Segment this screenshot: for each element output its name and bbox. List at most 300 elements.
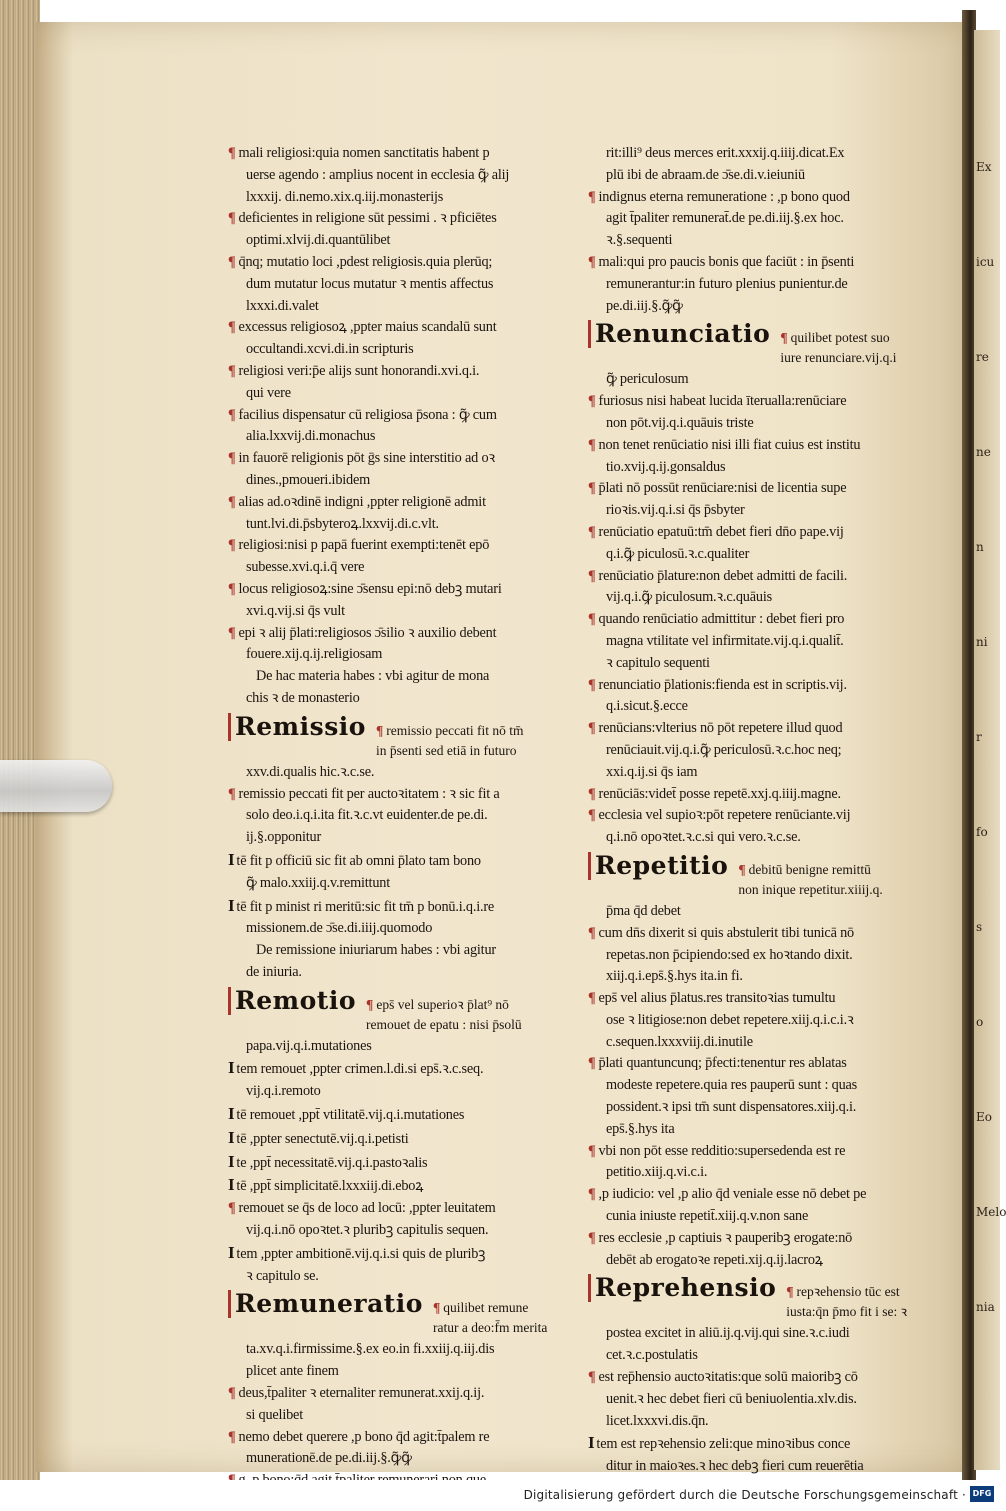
paragraph-mark-icon: ¶ — [366, 996, 374, 1012]
paragraph-mark-icon: ¶ — [228, 785, 236, 802]
text-line — [228, 448, 573, 470]
paragraph-mark-icon: ¶ — [588, 1369, 596, 1386]
text-line — [588, 587, 933, 609]
heading-rest-line: iure renunciare.vij.q.i — [780, 350, 897, 366]
heading-rest — [366, 995, 522, 1035]
line-text: q.i.sicut.§.ecce — [606, 698, 688, 715]
text-line — [588, 165, 933, 187]
text-line — [588, 457, 933, 479]
line-text: ta.xv.q.i.firmissime.§.ex eo.in fi.xxiij.q.iij.dis — [246, 1341, 495, 1358]
text-line — [228, 1383, 573, 1405]
text-line — [228, 383, 573, 405]
paragraph-mark-icon: ¶ — [228, 406, 236, 423]
line-text: cunia iniuste repetit̄.xiij.q.v.non sane — [606, 1208, 809, 1225]
line-text: dum mutatur locus mutatur ꝛ mentis affectus — [246, 275, 494, 292]
line-text: ꝛ.§.sequenti — [606, 232, 673, 249]
initial-letter-icon: I — [228, 895, 235, 915]
line-text: tunt.lvi.di.p̄sbyteroꝝ.lxxvij.di.c.vlt. — [246, 515, 439, 532]
line-text: alias ad.oꝛdinē indigni ,ppter religionē admit — [238, 493, 486, 510]
text-line — [228, 1242, 573, 1266]
text-line — [588, 274, 933, 296]
paragraph-mark-icon: ¶ — [588, 1229, 596, 1246]
text-line — [228, 1127, 573, 1151]
line-text: tio.xvij.q.ij.gonsaldus — [606, 458, 726, 475]
paragraph-mark-icon: ¶ — [588, 785, 596, 802]
line-text: tē ,ppter senectutē.vij.q.i.petisti — [236, 1130, 409, 1147]
heading-rest-line: iusta:q̄n p̄mo fit i se: ꝛ — [786, 1304, 908, 1320]
text-line — [588, 566, 933, 588]
line-text: lxxxij. di.nemo.xix.q.iij.monasterijs — [246, 188, 444, 205]
paragraph-mark-icon: ¶ — [228, 145, 236, 161]
line-text: renunciatio p̄lationis:fienda est in scriptis.vij. — [598, 676, 847, 693]
line-text: occultandi.xcvi.di.in scripturis — [246, 341, 414, 358]
text-line — [228, 1103, 573, 1127]
text-line — [228, 601, 573, 623]
line-text: ꝛ capitulo se. — [246, 1267, 319, 1284]
line-text: tē ,ppt̄ simplicitatē.lxxxiij.di.eboꝝ — [236, 1178, 424, 1195]
line-text: repꝛehensio tūc est — [796, 1284, 900, 1300]
line-text: debēt ab erogatoꝛe repeti.xij.q.ij.lacroꝝ — [606, 1251, 823, 1268]
line-text: tem est repꝛehensio zeli:que minoꝛibus conce — [596, 1436, 851, 1453]
text-line — [228, 339, 573, 361]
paragraph-mark-icon: ¶ — [228, 1200, 236, 1217]
paragraph-mark-icon: ¶ — [432, 1300, 441, 1316]
heading-rest-line: ratur a deo:f̄m merita — [432, 1320, 548, 1336]
left-text-column — [228, 143, 573, 1492]
line-text: ,p iudicio: vel ,p alio q̄d veniale esse nō debet pe — [598, 1186, 867, 1203]
text-line — [228, 317, 573, 339]
line-text: petitio.xiij.q.vi.c.i. — [606, 1164, 708, 1181]
line-text: rioꝛis.vij.q.i.si q̄s p̄sbyter — [606, 502, 745, 519]
text-line — [588, 435, 933, 457]
text-line — [228, 873, 573, 895]
text-line — [588, 1141, 933, 1163]
paragraph-mark-icon: ¶ — [588, 567, 596, 584]
line-text: res ecclesie ,p captiuis ꝛ pauperibꝫ erogate:nō — [598, 1229, 853, 1246]
initial-letter-icon: I — [228, 849, 235, 869]
paragraph-mark-icon: ¶ — [228, 624, 236, 641]
paragraph-mark-icon: ¶ — [588, 924, 596, 941]
text-line — [228, 557, 573, 579]
text-line — [588, 413, 933, 435]
text-line — [588, 609, 933, 631]
line-text: si quelibet — [246, 1406, 303, 1423]
text-line — [588, 252, 933, 274]
section-heading — [228, 987, 573, 1035]
right-page-fragment: Eo — [976, 1110, 992, 1124]
text-line — [588, 208, 933, 230]
line-text: xxv.di.qualis hic.ꝛ.c.se. — [246, 763, 375, 780]
text-line — [588, 1075, 933, 1097]
heading-rest-line: in p̄senti sed etiā in futuro — [375, 742, 517, 758]
text-line — [228, 1361, 573, 1383]
line-text: remissio peccati fit nō tm̄ — [386, 722, 524, 738]
text-line — [588, 718, 933, 740]
paragraph-mark-icon: ¶ — [228, 580, 236, 597]
text-line — [228, 1339, 573, 1361]
line-text: renūciatio p̄lature:non debet admitti de facili. — [598, 567, 848, 584]
line-text: remouet se q̄s de loco ad locū: ,ppter leuitatem — [238, 1200, 496, 1217]
heading-rest-line — [780, 328, 896, 348]
text-line — [228, 849, 573, 873]
paragraph-mark-icon: ¶ — [588, 720, 596, 737]
line-text: subesse.xvi.q.i.q̄ vere — [246, 559, 365, 576]
text-line — [228, 1198, 573, 1220]
text-line — [228, 143, 573, 165]
line-text: ose ꝛ litigiose:non debet repetere.xiij.q.i.c.i.ꝛ — [606, 1011, 854, 1028]
paragraph-mark-icon: ¶ — [738, 861, 746, 877]
paragraph-mark-icon: ¶ — [588, 807, 596, 824]
section-heading — [228, 713, 573, 761]
text-line — [588, 631, 933, 653]
right-page-fragment: nia — [976, 1300, 995, 1314]
right-page-fragment: n — [976, 540, 984, 554]
heading-word: Remissio — [228, 713, 366, 741]
initial-letter-icon: I — [228, 1151, 235, 1171]
line-text: cum dn̄s dixerit si quis abstulerit tibi tunicā nō — [598, 924, 854, 941]
line-text: q.i.ꝙ̃ piculosū.ꝛ.c.qualiter — [606, 545, 750, 562]
text-line — [588, 1323, 933, 1345]
text-line — [228, 827, 573, 849]
section-heading — [228, 1290, 573, 1338]
text-line — [588, 187, 933, 209]
text-line — [228, 230, 573, 252]
line-text: eps̄ vel superioꝛ p̄lat⁹ nō — [376, 996, 509, 1012]
line-text: xvi.q.vij.si q̄s vult — [246, 602, 345, 619]
initial-letter-icon: I — [228, 1104, 235, 1124]
line-text: optimi.xlvij.di.quantūlibet — [246, 232, 391, 249]
heading-rest — [780, 328, 896, 368]
paragraph-mark-icon: ¶ — [588, 990, 596, 1007]
section-heading — [588, 1274, 933, 1322]
line-text: dines.,pmoueri.ibidem — [246, 471, 371, 488]
text-line — [588, 1162, 933, 1184]
line-text: religiosi veri:p̄e alijs sunt honorandi.xvi.q.i. — [238, 362, 480, 379]
text-line — [588, 143, 933, 165]
line-text: non tenet renūciatio nisi illi fiat cuius est institu — [598, 436, 861, 453]
paragraph-mark-icon: ¶ — [588, 436, 596, 453]
line-text: religiosi:nisi p papā fuerint exempti:tenēt epō — [238, 537, 490, 554]
line-text: quilibet potest suo — [790, 330, 890, 346]
text-line — [588, 1206, 933, 1228]
text-line — [588, 966, 933, 988]
text-line — [588, 675, 933, 697]
line-text: xiij.q.i.eps̄.§.hys ita.in fi. — [606, 968, 743, 985]
line-text: qui vere — [246, 384, 291, 401]
line-text: renūcians:vlterius nō pōt repetere illud quod — [598, 720, 843, 737]
text-line — [588, 988, 933, 1010]
text-line — [228, 1448, 573, 1470]
line-text: tē fit p officiū sic fit ab omni p̄lato tam bono — [236, 852, 481, 869]
paragraph-mark-icon: ¶ — [228, 210, 236, 227]
text-line — [588, 1345, 933, 1367]
text-line — [588, 500, 933, 522]
text-line — [228, 165, 573, 187]
text-line — [588, 653, 933, 675]
heading-word: Renunciatio — [588, 320, 770, 348]
text-line — [228, 962, 573, 984]
line-text: munerationē.de pe.di.iij.§.ꝙ̃ꝙ̃ — [246, 1450, 412, 1467]
heading-rest — [738, 860, 882, 900]
text-line — [588, 827, 933, 849]
text-line — [228, 426, 573, 448]
line-text: ꝛ capitulo sequenti — [606, 654, 710, 671]
text-line — [228, 688, 573, 710]
text-line — [228, 405, 573, 427]
text-line — [588, 1097, 933, 1119]
line-text: repetas.non p̄cipiendo:sed ex hoꝛtando dixit. — [606, 946, 853, 963]
line-text: vij.q.i.remoto — [246, 1083, 321, 1100]
text-line — [588, 1119, 933, 1141]
line-text: eps̄.§.hys ita — [606, 1120, 675, 1137]
text-line — [588, 369, 933, 391]
line-text: missionem.de ɔ̄se.di.iiij.quomodo — [246, 920, 433, 937]
text-line — [588, 478, 933, 500]
text-line — [228, 1036, 573, 1058]
line-text: p̄lati quantuncunq; p̄fecti:tenentur res ablatas — [598, 1055, 847, 1072]
line-text: renūciauit.vij.q.i.ꝙ̃ periculosū.ꝛ.c.hoc neq; — [606, 741, 842, 758]
line-text: pe.di.iij.§.ꝙ̃ꝙ̃ — [606, 297, 683, 314]
line-text: De remissione iniuriarum habes : vbi agitur — [256, 942, 496, 959]
text-line — [588, 1389, 933, 1411]
line-text: te ,ppt̄ necessitatē.vij.q.i.pastoꝛalis — [236, 1154, 428, 1171]
text-line — [228, 1081, 573, 1103]
text-line — [588, 544, 933, 566]
line-text: excessus religiosoꝝ ,ppter maius scandalū sunt — [238, 319, 497, 336]
text-line — [588, 230, 933, 252]
text-line — [588, 1456, 933, 1478]
initial-letter-icon: I — [228, 1058, 235, 1078]
footer-credit: Digitalisierung gefördert durch die Deutsche Forschungsgemeinschaft · — [523, 1488, 966, 1502]
text-line — [588, 696, 933, 718]
text-line — [228, 1266, 573, 1288]
line-text: licet.lxxxvi.dis.q̄n. — [606, 1412, 709, 1429]
paragraph-mark-icon: ¶ — [588, 611, 596, 628]
line-text: uenit.ꝛ hec debet fieri cū beniuolentia.xlv.dis. — [606, 1390, 857, 1407]
text-line — [228, 252, 573, 274]
line-text: quilibet remune — [443, 1300, 529, 1316]
paragraph-mark-icon: ¶ — [228, 493, 236, 510]
text-line — [588, 1432, 933, 1456]
line-text: modeste repetere.quia res pauperū sunt : quas — [606, 1077, 858, 1094]
line-text: deus,t̄paliter ꝛ eternaliter remunerat.xxij.q.ij. — [238, 1385, 485, 1402]
line-text: ij.§.opponitur — [246, 829, 322, 846]
right-page-fragment: ni — [976, 635, 988, 649]
paragraph-mark-icon: ¶ — [588, 480, 596, 497]
line-text: p̄ma q̄d debet — [606, 902, 681, 919]
text-line — [228, 535, 573, 557]
line-text: p̄lati nō possūt renūciare:nisi de licentia supe — [598, 480, 847, 497]
text-line — [228, 470, 573, 492]
right-page-fragment: o — [976, 1015, 984, 1029]
line-text: mali religiosi:quia nomen sanctitatis habent p — [238, 145, 490, 161]
initial-letter-icon: I — [228, 1242, 235, 1262]
text-line — [588, 1250, 933, 1272]
paragraph-mark-icon: ¶ — [588, 676, 596, 693]
line-text: locus religiosoꝝ:sine ɔ̄sensu epi:nō debꝫ mutari — [238, 580, 502, 597]
heading-rest-line — [433, 1298, 547, 1318]
text-line — [588, 805, 933, 827]
text-line — [228, 918, 573, 940]
heading-word: Repetitio — [588, 852, 728, 880]
line-text: q.i.nō opoꝛtet.ꝛ.c.si qui vero.ꝛ.c.se. — [606, 829, 801, 846]
line-text: mali:qui pro paucis bonis que faciūt : in p̄senti — [598, 253, 855, 270]
line-text: chis ꝛ de monasterio — [246, 689, 360, 706]
right-page-fragment: r — [976, 730, 982, 744]
text-line — [228, 1057, 573, 1081]
line-text: plū ibi de abraam.de ɔ̄se.di.v.ieiuniū — [606, 166, 805, 183]
text-line — [228, 1427, 573, 1449]
heading-rest — [376, 721, 524, 761]
text-line — [228, 492, 573, 514]
heading-rest-line — [366, 995, 522, 1015]
text-line — [228, 623, 573, 645]
paragraph-mark-icon: ¶ — [375, 722, 384, 738]
line-text: rit:illi⁹ deus merces erit.xxxij.q.iiij.dicat.Ex — [606, 145, 845, 161]
line-text: uerse agendo : amplius nocent in ecclesia ꝙ̃ alij — [246, 166, 510, 183]
section-heading — [588, 852, 933, 900]
text-line — [228, 940, 573, 962]
line-text: renūciatio epatuū:tm̄ debet fieri dn̄o pape.vij — [598, 523, 844, 540]
initial-letter-icon: I — [588, 1433, 595, 1453]
paragraph-mark-icon: ¶ — [228, 450, 236, 467]
text-line — [228, 644, 573, 666]
line-text: ecclesia vel supioꝛ:pōt repetere renūciante.vij — [598, 807, 851, 824]
text-line — [228, 1220, 573, 1242]
text-line — [228, 805, 573, 827]
line-text: alia.lxxvij.di.monachus — [246, 428, 376, 445]
text-line — [588, 1032, 933, 1054]
line-text: est rep̄hensio auctoꝛitatis:que solū maioribꝫ cō — [598, 1369, 858, 1386]
initial-letter-icon: I — [228, 1175, 235, 1195]
right-page-fragment: Melo — [976, 1205, 1006, 1219]
line-text: remissio peccati fit per auctoꝛitatem : ꝛ sic fit a — [238, 785, 500, 802]
line-text: ditur in maioꝛes.ꝛ hec debꝫ fieri cum reuerētia — [606, 1458, 864, 1475]
text-line — [588, 945, 933, 967]
paragraph-mark-icon: ¶ — [588, 523, 596, 540]
section-heading — [588, 320, 933, 368]
text-line — [588, 901, 933, 923]
paragraph-mark-icon: ¶ — [228, 362, 236, 379]
line-text: nemo debet querere ,p bono q̄d agit:t̄palem re — [238, 1428, 490, 1445]
line-text: tem remouet ,ppter crimen.l.di.si eps̄.ꝛ.c.seq. — [236, 1061, 484, 1078]
line-text: in fauorē religionis pōt ḡs sine interstitio ad oꝛ — [238, 450, 495, 467]
line-text: papa.vij.q.i.mutationes — [246, 1037, 372, 1054]
text-line — [588, 740, 933, 762]
initial-letter-icon: I — [228, 1127, 235, 1147]
heading-rest-line: non inique repetitur.xiiij.q. — [738, 881, 883, 897]
text-line — [588, 1367, 933, 1389]
line-text: agit t̄paliter remunerat̄.de pe.di.iij.§.ex hoc. — [606, 210, 844, 227]
line-text: de iniuria. — [246, 963, 302, 980]
line-text: c.sequen.lxxxviij.di.inutile — [606, 1033, 753, 1050]
text-line — [228, 784, 573, 806]
line-text: renūciās:videt̄ posse repetē.xxj.q.iiij.magne. — [598, 785, 841, 802]
line-text: solo deo.i.q.i.ita fit.ꝛ.c.vt euidenter.de pe.di. — [246, 807, 488, 824]
text-line — [588, 784, 933, 806]
dfg-logo-icon: DFG — [970, 1486, 994, 1502]
line-text: deficientes in religione sūt pessimi . ꝛ pficiētes — [238, 210, 497, 227]
paragraph-mark-icon: ¶ — [588, 393, 596, 410]
line-text: debitū benigne remittū — [748, 861, 871, 877]
text-line — [588, 1010, 933, 1032]
line-text: quando renūciatio admittitur : debet fieri pro — [598, 611, 845, 628]
heading-rest-line — [786, 1282, 907, 1302]
paragraph-mark-icon: ¶ — [588, 1142, 596, 1159]
heading-word: Remuneratio — [228, 1290, 423, 1318]
text-line — [228, 361, 573, 383]
text-line — [588, 1228, 933, 1250]
paragraph-mark-icon: ¶ — [228, 1428, 236, 1445]
line-text: epi ꝛ alij p̄lati:religiosos ɔ̄silio ꝛ auxilio debent — [238, 624, 497, 641]
right-page-fragment: s — [976, 920, 983, 934]
text-line — [228, 514, 573, 536]
line-text: non pōt.vij.q.i.quāuis triste — [606, 414, 754, 431]
line-text: tē remouet ,ppt̄ vtilitatē.vij.q.i.mutationes — [236, 1107, 465, 1124]
text-line — [228, 274, 573, 296]
line-text: eps̄ vel alius p̄latus.res transitoꝛias tumultu — [598, 990, 836, 1007]
line-text: q̄nq; mutatio loci ,pdest religiosis.quia plerūq; — [238, 253, 493, 270]
line-text: lxxxi.di.valet — [246, 297, 319, 314]
text-line — [228, 296, 573, 318]
line-text: magna vtilitate vel infirmitate.vij.q.i.qualit̄. — [606, 632, 844, 649]
line-text: De hac materia habes : vbi agitur de mona — [256, 668, 490, 685]
line-text: tem ,ppter ambitionē.vij.q.i.si quis de pluribꝫ — [236, 1245, 486, 1262]
line-text: xxi.q.ij.si q̄s iam — [606, 763, 698, 780]
text-line — [588, 923, 933, 945]
paragraph-mark-icon: ¶ — [228, 319, 236, 336]
line-text: plicet ante finem — [246, 1363, 339, 1380]
right-page-edge — [974, 30, 1006, 1470]
text-line — [588, 1184, 933, 1206]
line-text: vbi non pōt esse redditio:supersedenda est re — [598, 1142, 846, 1159]
text-line — [588, 1411, 933, 1433]
text-line — [228, 208, 573, 230]
right-page-fragment: ne — [976, 445, 991, 459]
text-line — [228, 895, 573, 919]
text-line — [228, 1405, 573, 1427]
heading-word: Reprehensio — [588, 1274, 776, 1302]
heading-rest-line: remouet de epatu : nisi p̄solū — [366, 1016, 522, 1032]
text-line — [228, 1151, 573, 1175]
footer-bar — [0, 1480, 1000, 1511]
text-line — [588, 391, 933, 413]
heading-rest-line — [376, 721, 524, 741]
line-text: possident.ꝛ ipsi tm̄ sunt dispensatores.xiij.q.i. — [606, 1099, 857, 1116]
heading-word: Remotio — [228, 987, 356, 1015]
heading-rest-line — [738, 860, 882, 880]
text-line — [228, 187, 573, 209]
text-line — [228, 762, 573, 784]
line-text: remunerantur:in futuro plenius punientur.de — [606, 275, 848, 292]
paragraph-mark-icon: ¶ — [228, 1385, 236, 1402]
heading-rest — [786, 1282, 907, 1322]
line-text: vij.q.i.ꝙ̃ piculosum.ꝛ.c.quāuis — [606, 589, 772, 606]
right-page-fragment: re — [976, 350, 989, 364]
paragraph-mark-icon: ¶ — [588, 253, 596, 270]
line-text: tē fit p minist ri meritū:sic fit tm̄ p bonū.i.q.i.re — [236, 898, 495, 915]
right-page-fragment: icu — [976, 255, 995, 269]
line-text: postea excitet in aliū.ij.q.vij.qui sine.ꝛ.c.iudi — [606, 1325, 850, 1342]
right-page-fragment: Ex — [976, 160, 992, 174]
line-text: ꝙ̃ malo.xxiij.q.v.remittunt — [246, 874, 390, 891]
line-text: cet.ꝛ.c.postulatis — [606, 1347, 698, 1364]
text-line — [228, 1174, 573, 1198]
line-text: furiosus nisi habeat lucida īterualla:renūciare — [598, 393, 847, 410]
right-text-column — [588, 143, 933, 1478]
heading-rest — [433, 1298, 547, 1338]
paragraph-mark-icon: ¶ — [588, 188, 596, 205]
